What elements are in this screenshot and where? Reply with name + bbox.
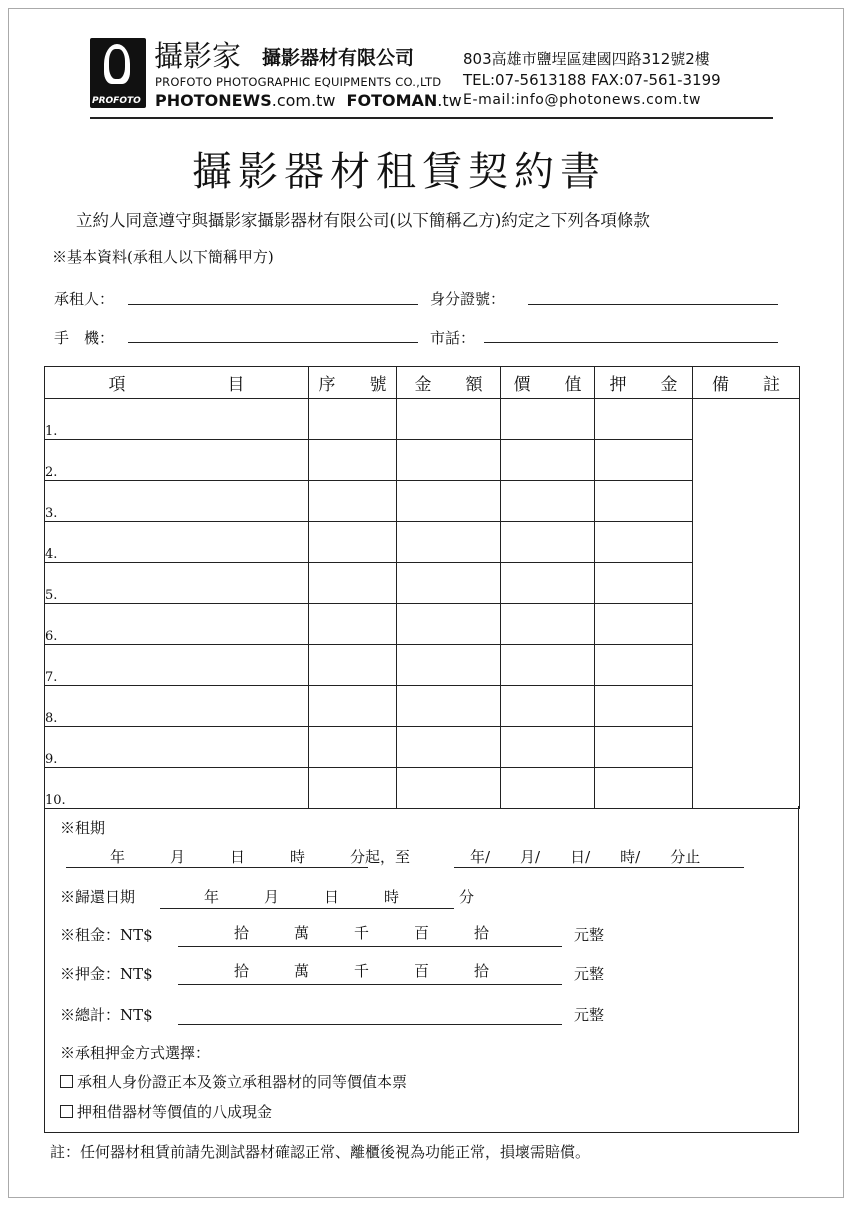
rent-suffix: 元整 <box>574 926 605 944</box>
cell[interactable] <box>501 768 595 809</box>
checkbox-icon[interactable] <box>60 1105 73 1118</box>
table-row <box>45 727 800 768</box>
total-suffix: 元整 <box>574 1006 605 1024</box>
return-date-label: ※歸還日期 <box>60 888 136 906</box>
cell[interactable] <box>309 563 397 604</box>
deposit-option-2-label: 押租借器材等價值的八成現金 <box>77 1103 273 1121</box>
row-number[interactable]: 6. <box>45 604 309 645</box>
cell[interactable] <box>595 768 693 809</box>
total-label: ※總計：NT$ <box>60 1006 153 1024</box>
deposit-label: ※押金：NT$ <box>60 965 153 983</box>
cell[interactable] <box>501 481 595 522</box>
company-tel-fax: TEL:07-5613188 FAX:07-561-3199 <box>463 71 721 89</box>
header-serial: 序 號 <box>309 367 397 399</box>
table-header-row <box>45 367 800 399</box>
intro-text: 立約人同意遵守與攝影家攝影器材有限公司(以下簡稱乙方)約定之下列各項條款 <box>76 211 650 230</box>
cell[interactable] <box>397 563 501 604</box>
deposit-option-1[interactable] <box>60 1071 407 1092</box>
website-2-suffix: .tw <box>437 91 462 110</box>
header-item: 項 目 <box>45 367 309 399</box>
website-1: PHOTONEWS <box>155 91 272 110</box>
table-row <box>45 563 800 604</box>
deposit-units: 拾 萬 千 百 拾 <box>234 962 490 980</box>
header-remarks: 備 註 <box>693 367 800 399</box>
cell[interactable] <box>397 440 501 481</box>
renter-label: 承租人： <box>54 290 115 308</box>
row-number[interactable]: 1. <box>45 399 309 440</box>
deposit-amount-field[interactable] <box>178 984 562 985</box>
rental-period-line: 年 月 日 時 分起，至 年/ 月/ 日/ 時/ 分止 <box>110 848 701 866</box>
cell[interactable] <box>397 522 501 563</box>
cell[interactable] <box>501 645 595 686</box>
rental-period-label: ※租期 <box>60 819 106 837</box>
cell[interactable] <box>595 563 693 604</box>
cell[interactable] <box>397 604 501 645</box>
rent-label: ※租金：NT$ <box>60 926 153 944</box>
remarks-cell[interactable] <box>693 399 800 809</box>
footnote: 註：任何器材租賃前請先測試器材確認正常、離櫃後視為功能正常，損壞需賠償。 <box>50 1143 591 1161</box>
company-address: 803高雄市鹽埕區建國四路312號2樓 <box>463 50 710 68</box>
cell[interactable] <box>501 604 595 645</box>
cell[interactable] <box>309 604 397 645</box>
cell[interactable] <box>595 727 693 768</box>
website-links <box>155 91 462 110</box>
cell[interactable] <box>397 399 501 440</box>
phone-field[interactable] <box>484 342 778 343</box>
cell[interactable] <box>501 727 595 768</box>
deposit-method-label: ※承租押金方式選擇： <box>60 1044 211 1062</box>
cell[interactable] <box>397 686 501 727</box>
cell[interactable] <box>595 522 693 563</box>
company-name-cn: 攝影器材有限公司 <box>262 47 415 69</box>
return-date-field[interactable] <box>160 908 454 909</box>
cell[interactable] <box>397 645 501 686</box>
cell[interactable] <box>309 522 397 563</box>
table-row <box>45 686 800 727</box>
phone-label: 市話： <box>430 329 476 347</box>
row-number[interactable]: 8. <box>45 686 309 727</box>
website-2: FOTOMAN <box>346 91 438 110</box>
id-number-label: 身分證號： <box>430 290 506 308</box>
row-number[interactable]: 5. <box>45 563 309 604</box>
cell[interactable] <box>397 481 501 522</box>
table-row <box>45 440 800 481</box>
cell[interactable] <box>309 768 397 809</box>
document-title: 攝影器材租賃契約書 <box>192 149 606 195</box>
cell[interactable] <box>309 727 397 768</box>
mobile-field[interactable] <box>128 342 418 343</box>
rental-start-field[interactable] <box>66 867 368 868</box>
id-number-field[interactable] <box>528 304 778 305</box>
cell[interactable] <box>595 604 693 645</box>
table-row <box>45 768 800 809</box>
website-1-suffix: .com.tw <box>271 91 336 110</box>
deposit-option-2[interactable] <box>60 1101 272 1122</box>
cell[interactable] <box>397 727 501 768</box>
cell[interactable] <box>501 563 595 604</box>
brand-name: 攝影家 <box>154 39 242 73</box>
cell[interactable] <box>501 440 595 481</box>
row-number[interactable]: 2. <box>45 440 309 481</box>
mobile-label: 手 機： <box>54 329 115 347</box>
cell[interactable] <box>501 522 595 563</box>
table-row <box>45 481 800 522</box>
cell[interactable] <box>309 399 397 440</box>
cell[interactable] <box>595 399 693 440</box>
cell[interactable] <box>595 481 693 522</box>
rent-amount-field[interactable] <box>178 946 562 947</box>
deposit-suffix: 元整 <box>574 965 605 983</box>
return-date-line: 年 月 日 時 分 <box>204 888 475 906</box>
basic-info-heading: ※基本資料(承租人以下簡稱甲方) <box>52 248 274 266</box>
row-number[interactable]: 3. <box>45 481 309 522</box>
cell[interactable] <box>595 645 693 686</box>
items-table <box>44 366 800 809</box>
cell[interactable] <box>309 481 397 522</box>
cell[interactable] <box>595 686 693 727</box>
deposit-option-1-label: 承租人身份證正本及簽立承租器材的同等價值本票 <box>77 1073 408 1091</box>
header-deposit: 押 金 <box>595 367 693 399</box>
table-row <box>45 522 800 563</box>
row-number[interactable]: 10. <box>45 768 309 809</box>
cell[interactable] <box>397 768 501 809</box>
row-number[interactable]: 9. <box>45 727 309 768</box>
cell[interactable] <box>501 399 595 440</box>
table-row <box>45 645 800 686</box>
row-number[interactable]: 7. <box>45 645 309 686</box>
company-email: E-mail:info@photonews.com.tw <box>463 92 702 108</box>
cell[interactable] <box>501 686 595 727</box>
header-value: 價 值 <box>501 367 595 399</box>
renter-field[interactable] <box>128 304 418 305</box>
cell[interactable] <box>309 645 397 686</box>
cell[interactable] <box>595 440 693 481</box>
total-amount-field[interactable] <box>178 1024 562 1025</box>
rent-units: 拾 萬 千 百 拾 <box>234 924 490 942</box>
row-number[interactable]: 4. <box>45 522 309 563</box>
cell[interactable] <box>309 440 397 481</box>
rental-end-field[interactable] <box>454 867 744 868</box>
header-amount: 金 額 <box>397 367 501 399</box>
company-name-en: PROFOTO PHOTOGRAPHIC EQUIPMENTS CO.,LTD <box>155 75 442 89</box>
table-row <box>45 604 800 645</box>
header-divider <box>90 117 773 119</box>
table-row <box>45 399 800 440</box>
checkbox-icon[interactable] <box>60 1075 73 1088</box>
profoto-logo: PROFOTO <box>90 38 146 108</box>
cell[interactable] <box>309 686 397 727</box>
